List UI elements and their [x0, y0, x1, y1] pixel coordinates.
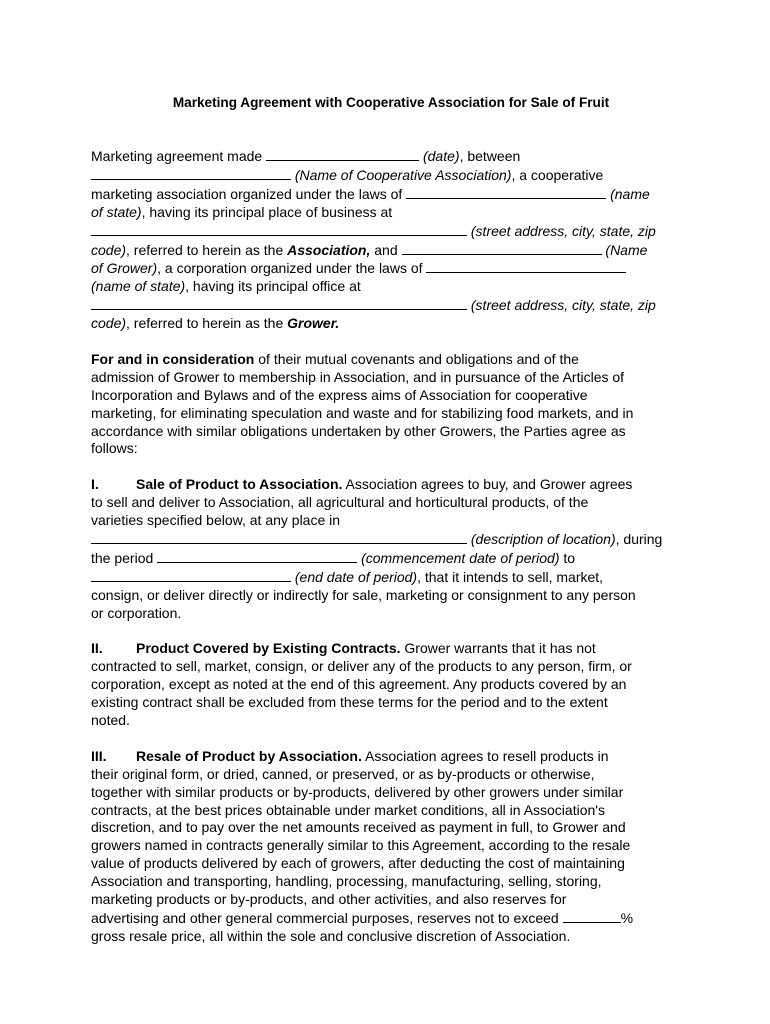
intro-line-8: (name of state), having its principal office at	[91, 278, 361, 295]
end-date-blank[interactable]	[91, 568, 291, 582]
commencement-date-blank[interactable]	[157, 549, 357, 563]
document-page	[91, 94, 691, 964]
document-title: Marketing Agreement with Cooperative Association for Sale of Fruit	[172, 95, 610, 110]
intro-line-7: of Grower), a corporation organized under the laws of	[91, 259, 691, 278]
grower-state-blank[interactable]	[426, 259, 626, 273]
intro-line-6: code), referred to herein as the Association, and (Name	[91, 241, 648, 258]
section-number: I.	[91, 476, 99, 493]
intro-line-4: of state), having its principal place of business at	[91, 203, 393, 220]
section-1: I. Sale of Product to Association. Association agrees to buy, and Grower agrees to sell and deliver to Association, all agricultural and horticultural products, of the varieties specified below, at any place in (description of location), during the period (commencement date of period) to (end date of period), that it intends to sell, market, consign, or deliver directly or indirectly for sale, marketing or consignment to any person or corporation.	[91, 476, 663, 621]
section-heading: Resale of Product by Association.	[136, 747, 362, 764]
section-number: III.	[91, 747, 107, 764]
percent-blank[interactable]	[563, 909, 621, 923]
intro-line-2: (Name of Cooperative Association), a cooperative	[91, 166, 691, 185]
intro-line-3: marketing association organized under the laws of (name	[91, 185, 650, 202]
coop-name-blank[interactable]	[91, 166, 291, 180]
grower-address-blank[interactable]	[91, 296, 467, 310]
intro-line-9: (street address, city, state, zip	[91, 296, 691, 315]
date-blank[interactable]	[266, 147, 419, 161]
section-number: II.	[91, 640, 103, 657]
intro-line-5: (street address, city, state, zip	[91, 222, 691, 241]
section-heading: Sale of Product to Association.	[136, 476, 343, 493]
section-2: II. Product Covered by Existing Contracts. Grower warrants that it has not contracted to sell, market, consign, or deliver any of the products to any person, firm, or corporation, except as noted at the end of this agreement. Any products covered by an existing contract shall be excluded from these terms for the period and to the extent noted.	[91, 640, 632, 729]
coop-state-blank[interactable]	[406, 185, 606, 199]
section-3: III. Resale of Product by Association. Association agrees to resell products in their original form, or dried, canned, or preserved, or as by-products or otherwise, together with similar products or by-products, delivered by other growers under similar contracts, at the best prices obtainable under market conditions, all in Association's discretion, and to pay over the net amounts received as payment in full, to Grower and growers named in contracts generally similar to this Agreement, according to the resale value of products delivered by each of growers, after deducting the cost of maintaining Association and transporting, handling, processing, manufacturing, selling, storing, marketing products or by-products, and other activities, and also reserves for advertising and other general commercial purposes, reserves not to exceed % gross resale price, all within the sole and conclusive discretion of Association.	[91, 747, 634, 944]
section-heading: Product Covered by Existing Contracts.	[136, 640, 401, 657]
grower-name-blank[interactable]	[402, 241, 602, 255]
intro-paragraph	[91, 147, 691, 333]
consideration-paragraph: For and in consideration of their mutual covenants and obligations and of the admission of Grower to membership in Association, and in pursuance of the Articles of Incorporation and Bylaws and of the express aims of Association for cooperative marketing, for eliminating speculation and waste and for stabilizing food markets, and in accordance with similar obligations undertaken by other Growers, the Parties agree as follows:	[91, 350, 634, 457]
coop-address-blank[interactable]	[91, 222, 467, 236]
intro-line-1: Marketing agreement made (date), between	[91, 148, 521, 164]
intro-line-10: code), referred to herein as the Grower.	[91, 315, 340, 332]
location-blank[interactable]	[91, 530, 467, 544]
